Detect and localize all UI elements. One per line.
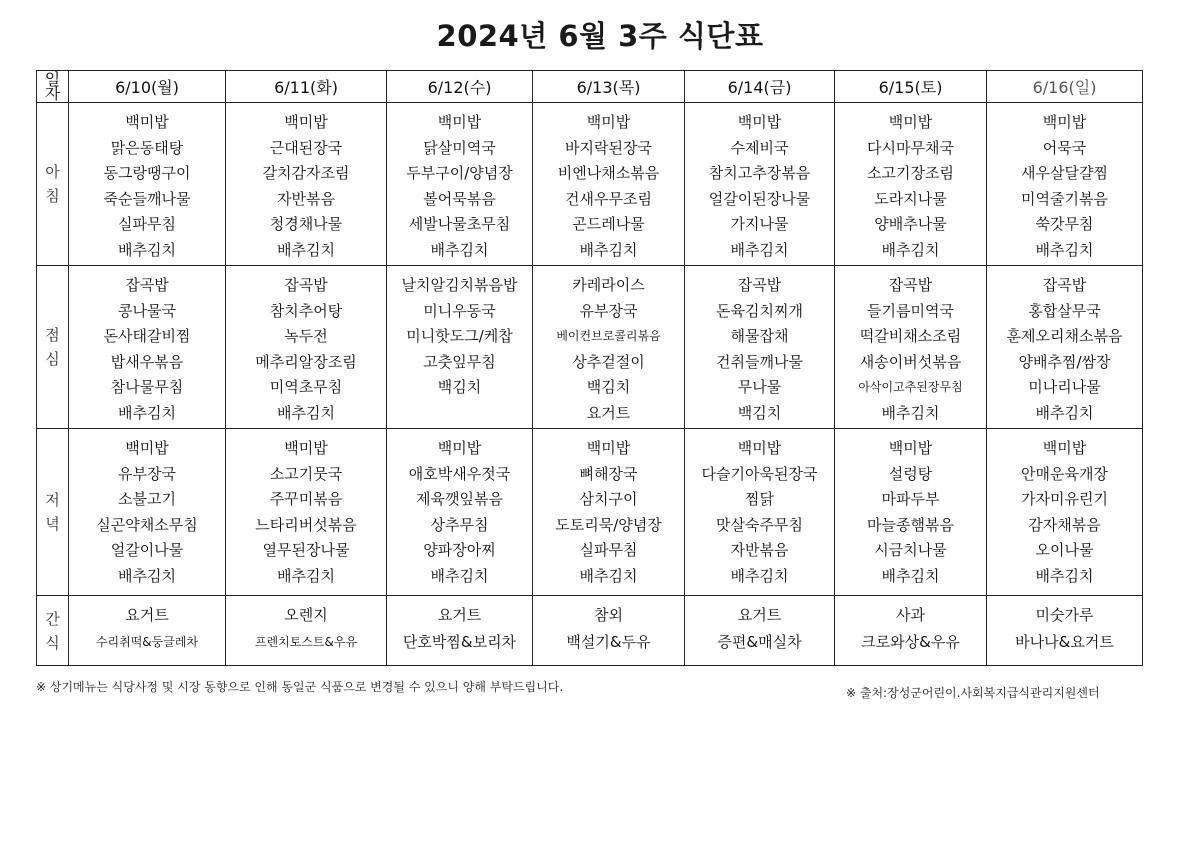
dish-item: 소고기뭇국: [269, 464, 343, 483]
dish-item: 상추겉절이: [572, 352, 645, 371]
dish-item: 어묵국: [1042, 138, 1087, 157]
meal-row-dinner: [37, 429, 1143, 596]
dish-item: 가자미유린기: [1021, 490, 1108, 508]
dish-item: 해물잡채: [730, 327, 789, 345]
dish-list: [987, 596, 1142, 656]
dish-item: 콩나물국: [118, 301, 176, 320]
dish-item: 잡곡밥: [284, 276, 328, 294]
dish-item: 두부구이/양념장: [406, 164, 513, 182]
dish-item: 백미밥: [737, 113, 782, 131]
dish-item: 백미밥: [888, 439, 933, 457]
dish-item: 돈육김치찌개: [716, 301, 803, 320]
dish-item: 다슬기아욱된장국: [701, 464, 818, 483]
dish-item: 바나나&요거트: [1015, 633, 1114, 651]
dish-list: [226, 429, 386, 589]
dish-item: 잡곡밥: [888, 276, 933, 294]
dish-item: 배추김치: [1035, 403, 1094, 422]
dish-item: 참외: [594, 606, 623, 624]
menu-cell: [226, 103, 387, 266]
dish-item: 배추김치: [579, 240, 638, 259]
dish-item: 맛살숙주무침: [716, 515, 803, 534]
dish-item: 양배추나물: [874, 215, 947, 233]
meal-row-breakfast: [37, 103, 1143, 266]
dish-item: 배추김치: [1035, 566, 1094, 585]
dish-item: 밥새우볶음: [110, 352, 184, 371]
meal-label-char: 점: [45, 326, 60, 344]
dish-item: 잡곡밥: [125, 276, 169, 294]
meal-label-char: 심: [45, 350, 60, 368]
dish-item: 백미밥: [284, 113, 328, 131]
dish-item: 바지락된장국: [565, 138, 652, 157]
dish-item: 배추김치: [1035, 240, 1094, 259]
dish-item: 볼어묵볶음: [423, 189, 496, 208]
dish-item: 아삭이고추된장무침: [858, 380, 963, 394]
dish-item: 미역초무침: [269, 378, 343, 396]
dish-item: 사과: [896, 606, 925, 624]
meal-label-cell: [37, 596, 69, 666]
dish-item: 백미밥: [284, 439, 328, 457]
day-header: 6/15(토): [835, 71, 987, 103]
dish-item: 설렁탕: [888, 464, 933, 483]
dish-item: 배추김치: [881, 403, 940, 422]
dish-item: 들기름미역국: [867, 301, 954, 320]
dish-item: 프렌치토스트&우유: [254, 635, 358, 649]
dish-item: 닭살미역국: [423, 138, 496, 157]
dish-list: [533, 266, 684, 426]
dish-item: 녹두전: [284, 327, 328, 345]
dish-item: 죽순들깨나물: [103, 189, 191, 208]
day-header: 6/13(목): [533, 71, 685, 103]
dish-item: 건취들깨나물: [716, 352, 803, 371]
dish-item: 백김치: [737, 403, 782, 422]
dish-item: 곤드레나물: [572, 215, 645, 233]
menu-cell: [987, 103, 1143, 266]
dish-item: 실파무침: [118, 215, 176, 233]
menu-cell: [835, 429, 987, 596]
dish-item: 배추김치: [118, 403, 176, 422]
menu-cell: [69, 596, 226, 666]
dish-item: 단호박찜&보리차: [402, 633, 517, 651]
dish-item: 카레라이스: [572, 276, 645, 294]
menu-cell: [987, 429, 1143, 596]
dish-list: [685, 429, 834, 589]
day-header: 6/11(화): [226, 71, 387, 103]
menu-cell: [987, 266, 1143, 429]
dish-list: [685, 596, 834, 656]
dish-item: 메추리알장조림: [255, 352, 357, 371]
menu-cell: [685, 266, 835, 429]
meal-label-cell: [37, 429, 69, 596]
dish-item: 배추김치: [730, 240, 789, 259]
dish-item: 백미밥: [1042, 439, 1087, 457]
dish-item: 백미밥: [586, 113, 631, 131]
dish-item: 백미밥: [125, 113, 169, 131]
dish-list: [226, 266, 386, 426]
dish-item: 백미밥: [888, 113, 933, 131]
menu-cell: [533, 266, 685, 429]
dish-item: 백미밥: [586, 439, 631, 457]
dish-list: [533, 596, 684, 656]
footnote-source: ※ 출처:장성군어린이.사회복지급식관리지원센터: [846, 686, 1100, 700]
dish-item: 안매운육개장: [1021, 464, 1108, 483]
dish-list: [987, 429, 1142, 589]
menu-cell: [226, 266, 387, 429]
dish-item: 수리취떡&둥글레차: [95, 635, 199, 649]
dish-item: 양파장아찌: [423, 541, 496, 559]
dish-item: 배추김치: [881, 566, 940, 585]
dish-item: 가지나물: [730, 215, 789, 233]
footnote-change-notice: ※ 상기메뉴는 식당사정 및 시장 동향으로 인해 동일군 식품으로 변경될 수 있으니 양해 부탁드립니다.: [36, 680, 564, 694]
dish-list: [387, 429, 532, 589]
dish-item: 미니핫도그/케찹: [406, 327, 513, 345]
date-corner-cell: [37, 71, 69, 103]
dish-item: 소불고기: [118, 490, 176, 508]
dish-item: 미숫가루: [1035, 606, 1094, 624]
meal-label-cell: [37, 266, 69, 429]
dish-item: 백김치: [437, 378, 482, 396]
dish-item: 참치추어탕: [269, 301, 343, 320]
menu-cell: [987, 596, 1143, 666]
dish-item: 배추김치: [277, 403, 335, 422]
dish-item: 쑥갓무침: [1035, 215, 1094, 233]
dish-list: [69, 429, 225, 589]
dish-item: 증편&매실차: [717, 633, 802, 651]
corner-label-top: 일: [44, 69, 61, 89]
dish-item: 배추김치: [881, 240, 940, 259]
meal-label-char: 녁: [45, 515, 60, 533]
dish-item: 새송이버섯볶음: [859, 352, 962, 371]
dish-item: 백미밥: [737, 439, 782, 457]
dish-item: 다시마무채국: [867, 138, 954, 157]
dish-item: 자반볶음: [730, 541, 789, 559]
dish-list: [685, 266, 834, 426]
menu-cell: [226, 429, 387, 596]
menu-cell: [533, 429, 685, 596]
dish-item: 얼갈이된장나물: [708, 189, 811, 208]
dish-item: 크로와상&우유: [861, 633, 960, 651]
dish-item: 미니우동국: [423, 301, 496, 320]
menu-cell: [835, 103, 987, 266]
dish-item: 애호박새우젓국: [408, 464, 511, 483]
corner-label-bottom: 자: [44, 83, 61, 103]
dish-item: 백미밥: [437, 113, 482, 131]
dish-item: 요거트: [737, 606, 782, 624]
page-title: 2024년 6월 3주 식단표: [436, 19, 764, 53]
dish-item: 잡곡밥: [1042, 276, 1087, 294]
dish-item: 백미밥: [125, 439, 169, 457]
dish-item: 베이컨브로콜리볶음: [556, 329, 661, 343]
dish-item: 찜닭: [745, 490, 774, 508]
dish-item: 배추김치: [730, 566, 789, 585]
dish-item: 배추김치: [277, 240, 335, 259]
dish-item: 얼갈이나물: [110, 541, 184, 559]
dish-item: 배추김치: [430, 240, 489, 259]
dish-item: 백미밥: [437, 439, 482, 457]
dish-item: 미나리나물: [1028, 378, 1101, 396]
dish-item: 배추김치: [118, 240, 176, 259]
menu-cell: [685, 596, 835, 666]
dish-item: 세발나물초무침: [408, 215, 511, 233]
day-header: 6/12(수): [387, 71, 533, 103]
menu-cell: [387, 596, 533, 666]
header-row: [37, 71, 1143, 103]
dish-item: 돈사태갈비찜: [103, 327, 191, 345]
dish-item: 오렌지: [284, 606, 328, 624]
menu-cell: [685, 103, 835, 266]
meal-row-lunch: [37, 266, 1143, 429]
dish-item: 갈치감자조림: [262, 164, 350, 182]
dish-item: 청경채나물: [269, 215, 343, 233]
dish-item: 동그랑땡구이: [103, 164, 191, 182]
dish-list: [387, 266, 532, 401]
menu-cell: [226, 596, 387, 666]
meal-label-char: 침: [45, 187, 60, 205]
dish-list: [69, 266, 225, 426]
dish-item: 날치알김치볶음밥: [401, 276, 518, 294]
menu-cell: [533, 103, 685, 266]
meal-label-char: 저: [45, 491, 60, 509]
dish-item: 유부장국: [579, 301, 638, 320]
dish-item: 느타리버섯볶음: [255, 515, 357, 534]
meal-label-char: 식: [45, 633, 60, 652]
dish-item: 요거트: [125, 606, 169, 624]
menu-cell: [69, 429, 226, 596]
dish-item: 수제비국: [730, 138, 789, 157]
dish-list: [835, 103, 986, 263]
dish-list: [226, 103, 386, 263]
dish-list: [835, 429, 986, 589]
dish-item: 오이나물: [1035, 541, 1094, 559]
dish-item: 근대된장국: [269, 138, 343, 157]
dish-item: 제육깻잎볶음: [416, 490, 503, 508]
dish-list: [533, 103, 684, 263]
menu-cell: [69, 266, 226, 429]
dish-item: 백미밥: [1042, 113, 1087, 131]
dish-item: 배추김치: [118, 566, 176, 585]
day-header: 6/14(금): [685, 71, 835, 103]
dish-item: 도라지나물: [874, 189, 947, 208]
dish-item: 도토리묵/양념장: [555, 515, 662, 534]
dish-item: 양배추찜/쌈장: [1018, 352, 1111, 371]
dish-item: 떡갈비채소조림: [859, 327, 962, 345]
dish-list: [685, 103, 834, 263]
dish-item: 맑은동태탕: [110, 138, 184, 157]
menu-cell: [685, 429, 835, 596]
meal-label-cell: [37, 103, 69, 266]
dish-item: 열무된장나물: [262, 541, 350, 559]
dish-item: 건새우무조림: [565, 189, 652, 208]
dish-item: 실파무침: [579, 541, 638, 559]
dish-item: 잡곡밥: [737, 276, 782, 294]
dish-item: 참나물무침: [110, 378, 184, 396]
dish-item: 주꾸미볶음: [269, 490, 343, 508]
dish-item: 새우살달걀찜: [1021, 164, 1108, 182]
dish-item: 요거트: [437, 606, 482, 624]
dish-item: 무나물: [737, 378, 782, 396]
dish-item: 유부장국: [118, 464, 176, 483]
dish-item: 훈제오리채소볶음: [1006, 327, 1123, 345]
dish-item: 감자채볶음: [1028, 515, 1101, 534]
menu-cell: [533, 596, 685, 666]
dish-list: [387, 103, 532, 263]
dish-item: 미역줄기볶음: [1021, 189, 1108, 208]
dish-item: 참치고추장볶음: [708, 164, 811, 182]
menu-cell: [835, 266, 987, 429]
dish-item: 실곤약채소무침: [96, 515, 198, 534]
dish-list: [226, 596, 386, 656]
dish-item: 시금치나물: [874, 541, 947, 559]
dish-list: [69, 103, 225, 263]
meal-label-char: 간: [45, 609, 60, 628]
dish-list: [987, 103, 1142, 263]
dish-item: 백김치: [586, 378, 631, 396]
dish-list: [835, 596, 986, 656]
dish-item: 배추김치: [579, 566, 638, 585]
dish-item: 상추무침: [430, 515, 489, 534]
dish-item: 고춧잎무침: [423, 352, 496, 371]
dish-item: 배추김치: [430, 566, 489, 585]
meal-row-snack: [37, 596, 1143, 666]
day-header: 6/10(월): [69, 71, 226, 103]
menu-cell: [387, 103, 533, 266]
dish-item: 요거트: [586, 403, 631, 422]
dish-item: 백설기&두유: [566, 633, 651, 651]
menu-cell: [387, 429, 533, 596]
dish-item: 삼치구이: [579, 490, 638, 508]
menu-cell: [387, 266, 533, 429]
dish-item: 소고기장조림: [867, 164, 954, 182]
dish-item: 자반볶음: [277, 189, 335, 208]
menu-cell: [69, 103, 226, 266]
dish-list: [387, 596, 532, 656]
day-header: 6/16(일): [987, 71, 1143, 103]
dish-item: 배추김치: [277, 566, 335, 585]
dish-list: [835, 266, 986, 426]
dish-list: [533, 429, 684, 589]
dish-item: 홍합살무국: [1028, 301, 1101, 320]
dish-item: 비엔나채소볶음: [557, 164, 660, 182]
dish-item: 뼈해장국: [579, 464, 638, 483]
dish-item: 마파두부: [881, 490, 940, 508]
dish-list: [987, 266, 1142, 426]
dish-list: [69, 596, 225, 656]
meal-table: [36, 70, 1143, 666]
menu-cell: [835, 596, 987, 666]
dish-item: 마늘종햄볶음: [867, 515, 954, 534]
meal-label-char: 아: [45, 163, 60, 181]
